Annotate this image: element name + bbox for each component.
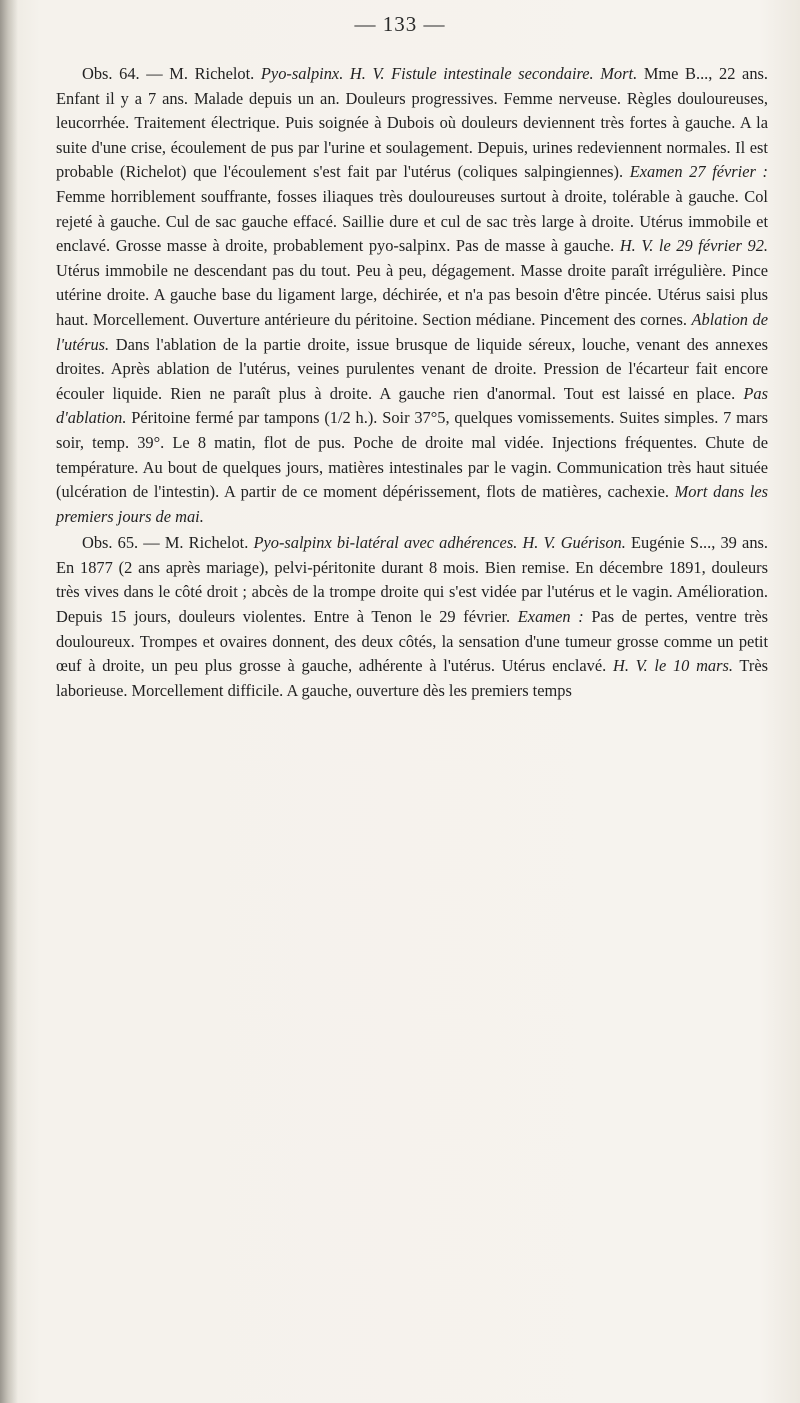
obs65-exam: Pas de pertes, ventre très douloureux. Trompes et ovaires donnent, des deux côtés, la sensation d'une tumeur grosse comme un petit œuf à droite, un peu plus grosse à gauche, adhérente à l'utérus. Utérus enclavé.: [56, 607, 768, 676]
obs65-diagnosis: Pyo-salpinx bi-latéral avec adhérences. H. V. Guérison.: [253, 533, 626, 553]
page-number: — 133 —: [354, 12, 446, 36]
obs65-history: Eugénie S..., 39 ans. En 1877 (2 ans après mariage), pelvi-péritonite durant 8 mois. Bien remise. En décembre 1891, douleurs très vives dans le côté droit ; abcès de la trompe droite qui s'est vidée par l'utérus et le vagin. Amélioration. Depuis 15 jours, douleurs violentes. Entre à Tenon le 29 février.: [56, 533, 768, 627]
obs64-operation-date: H. V. le 29 février 92.: [619, 236, 768, 256]
obs65-exam-heading: Examen :: [517, 607, 584, 627]
book-spine-shadow: [0, 0, 18, 1403]
obs65-operation: Très laborieuse. Morcellement difficile. A gauche, ouverture dès les premiers temps: [56, 656, 768, 700]
obs65-intro: Obs. 65. — M. Richelot.: [82, 533, 254, 553]
body-text: [56, 62, 768, 703]
obs64-operation: Utérus immobile ne descendant pas du tout. Peu à peu, dégagement. Masse droite paraît irrégulière. Pince utérine droite. A gauche base du ligament large, déchirée, et n'a pas besoin d'être pincée. Utérus saisi plus haut. Morcellement. Ouverture antérieure du péritoine. Section médiane. Pincement des cornes.: [56, 260, 768, 329]
obs64-ablation-detail: Dans l'ablation de la partie droite, issue brusque de liquide séreux, louche, venant des annexes droites. Après ablation de l'utérus, veines purulentes venant de droite. Pression de l'écarteur fait encore écouler liquide. Rien ne paraît plus à droite. A gauche rien d'anormal. Tout est laissé en place.: [56, 334, 768, 403]
obs64-intro: Obs. 64. — M. Richelot.: [82, 64, 261, 83]
obs64-history: Mme B..., 22 ans. Enfant il y a 7 ans. Malade depuis un an. Douleurs progressives. Femme nerveuse. Règles douloureuses, leucorrhée. Traitement électrique. Puis soignée à Dubois où douleurs deviennent très fortes à gauche. A la suite d'une crise, écoulement de pus par l'urine et soulagement. Depuis, urines redeviennent normales. Il est probable (Richelot) que l'écoulement s'est fait par l'utérus (coliques salpingiennes).: [56, 64, 768, 182]
obs64-exam: Femme horriblement souffrante, fosses iliaques très douloureuses surtout à droite, tolérable à gauche. Col rejeté à gauche. Cul de sac gauche effacé. Saillie dure et cul de sac très large à droite. Utérus immobile et enclavé. Grosse masse à droite, probablement pyo-salpinx. Pas de masse à gauche.: [56, 186, 768, 256]
obs64-ablation: Ablation de l'utérus.: [56, 309, 768, 354]
observation-64: [56, 62, 768, 529]
obs64-course: Péritoine fermé par tampons (1/2 h.). Soir 37°5, quelques vomissements. Suites simples. 7 mars soir, temp. 39°. Le 8 matin, flot de pus. Poche de droite mal vidée. Injections fréquentes. Chute de température. Au bout de quelques jours, matières intestinales par le vagin. Communication très haut située (ulcération de l'intestin). A partir de ce moment dépérissement, flots de matières, cachexie.: [56, 408, 768, 502]
observation-65: [56, 531, 768, 703]
obs65-operation-date: H. V. le 10 mars.: [612, 656, 733, 676]
obs64-diagnosis: Pyo-salpinx. H. V. Fistule intestinale secondaire. Mort.: [260, 64, 638, 83]
obs64-outcome: Mort dans les premiers jours de mai.: [56, 482, 768, 526]
obs64-no-ablation: Pas d'ablation.: [56, 383, 768, 428]
obs64-exam-heading: Examen 27 février :: [629, 162, 768, 182]
